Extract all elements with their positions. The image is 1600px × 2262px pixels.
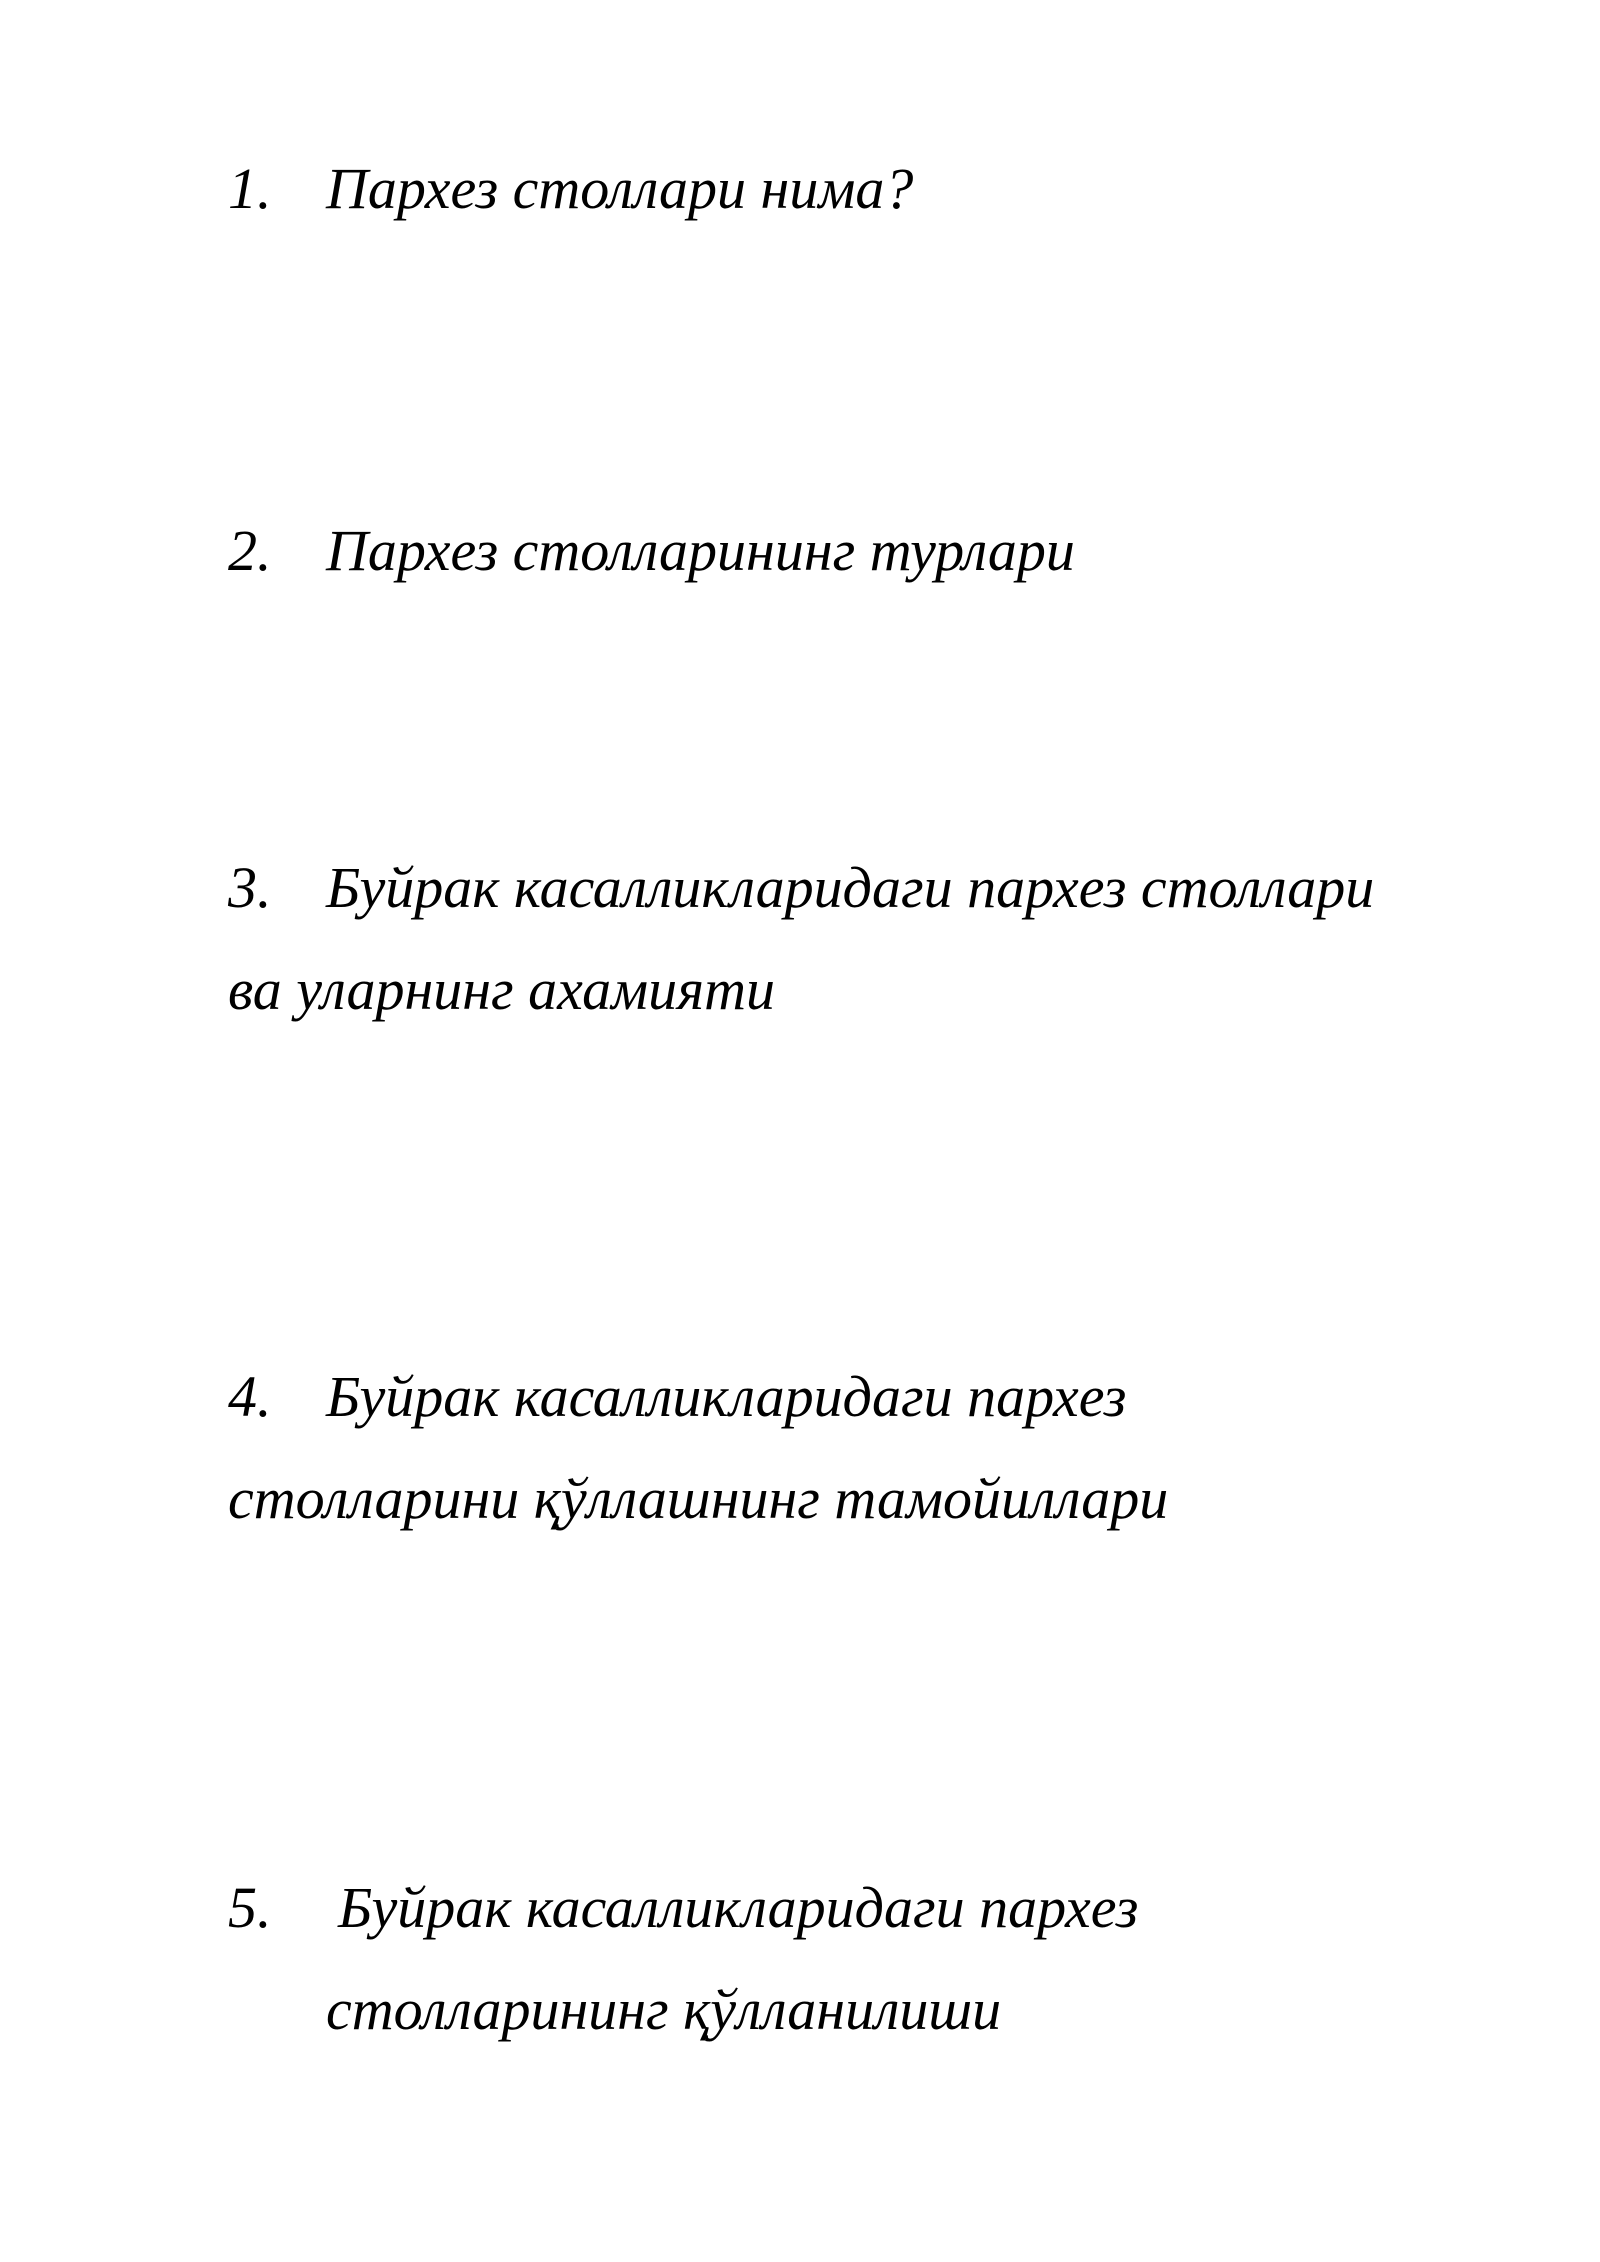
question-text: Буйрак касалликларидаги пархез <box>326 1364 1127 1429</box>
question-text: Буйрак касалликларидаги пархез столлари <box>326 855 1375 920</box>
question-number: 1. <box>228 156 272 221</box>
question-3 <box>228 837 1468 1041</box>
question-text: Буйрак касалликларидаги пархез <box>338 1875 1139 1940</box>
question-number: 3. <box>228 855 272 920</box>
question-1 <box>228 138 1468 240</box>
question-number: 2. <box>228 518 272 583</box>
question-text: Пархез столларининг турлари <box>326 518 1075 583</box>
question-text-continuation: столларининг қўлланилиши <box>326 1977 1002 2042</box>
question-4 <box>228 1346 1468 1550</box>
question-number: 4. <box>228 1364 272 1429</box>
question-number: 5. <box>228 1875 272 1940</box>
question-2 <box>228 500 1468 602</box>
question-5 <box>228 1857 1468 2061</box>
question-text-continuation: ва уларнинг ахамияти <box>228 957 775 1022</box>
question-text-continuation: столларини қўллашнинг тамойиллари <box>228 1466 1169 1531</box>
question-text: Пархез столлари нима? <box>326 156 914 221</box>
